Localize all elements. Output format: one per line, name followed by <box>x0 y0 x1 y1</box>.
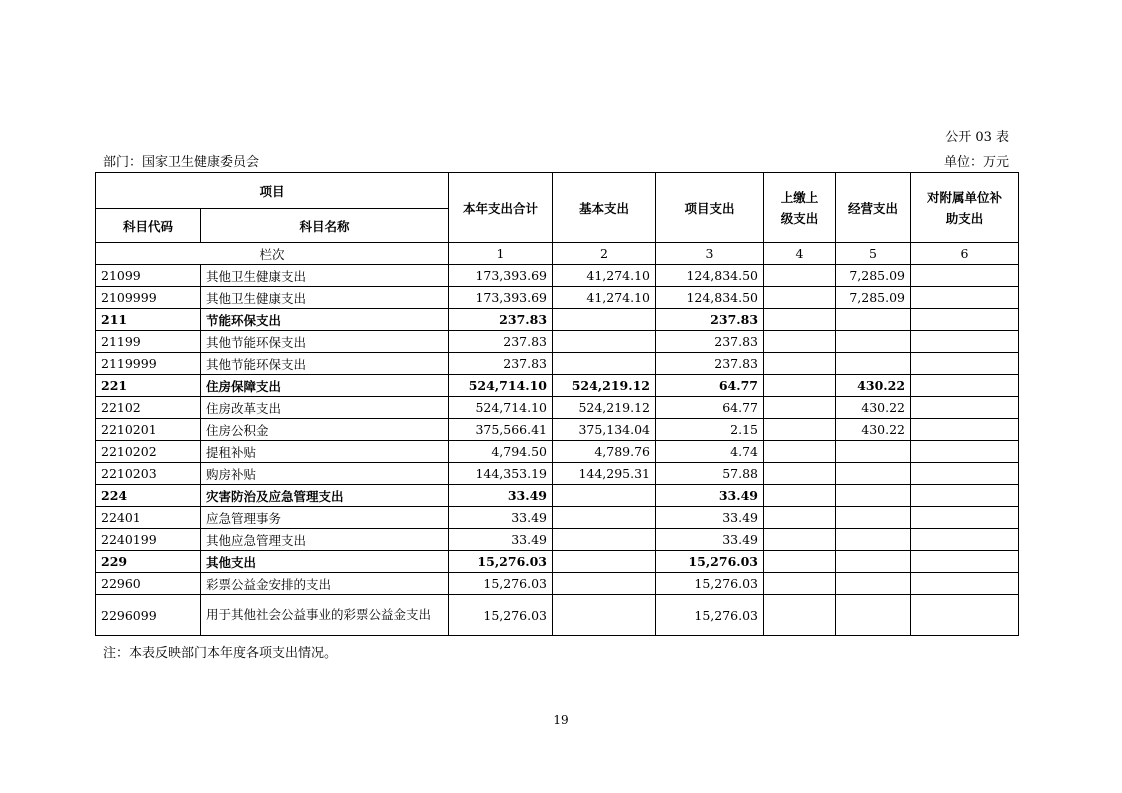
row-name: 其他卫生健康支出 <box>201 265 449 287</box>
row-basic <box>553 551 656 573</box>
row-basic: 144,295.31 <box>553 463 656 485</box>
row-total: 237.83 <box>449 331 553 353</box>
row-business: 7,285.09 <box>836 287 911 309</box>
row-project: 33.49 <box>656 485 764 507</box>
row-total: 237.83 <box>449 353 553 375</box>
table-row <box>96 573 1019 595</box>
row-code: 211 <box>96 309 201 331</box>
row-project: 64.77 <box>656 375 764 397</box>
row-project: 4.74 <box>656 441 764 463</box>
row-code: 21199 <box>96 331 201 353</box>
row-business <box>836 441 911 463</box>
row-upper <box>764 573 836 595</box>
row-name <box>201 595 449 636</box>
row-project: 64.77 <box>656 397 764 419</box>
form-number: 公开 03 表 <box>945 130 1009 145</box>
row-upper <box>764 375 836 397</box>
row-code: 224 <box>96 485 201 507</box>
header-name: 科目名称 <box>201 209 449 243</box>
row-project: 57.88 <box>656 463 764 485</box>
row-upper <box>764 507 836 529</box>
row-total: 15,276.03 <box>449 551 553 573</box>
sequence-cell: 6 <box>911 243 1019 265</box>
row-business <box>836 595 911 636</box>
row-name: 其他节能环保支出 <box>201 331 449 353</box>
row-name-text: 用于其他社会公益事业的彩票公益金支出 <box>206 607 432 622</box>
table-row <box>96 441 1019 463</box>
row-subsidy <box>911 507 1019 529</box>
row-total: 33.49 <box>449 529 553 551</box>
row-subsidy <box>911 331 1019 353</box>
row-name: 其他节能环保支出 <box>201 353 449 375</box>
row-total: 4,794.50 <box>449 441 553 463</box>
row-code: 2210203 <box>96 463 201 485</box>
sequence-label: 栏次 <box>96 243 449 265</box>
row-project: 237.83 <box>656 353 764 375</box>
row-total: 15,276.03 <box>449 595 553 636</box>
row-total: 144,353.19 <box>449 463 553 485</box>
row-subsidy <box>911 529 1019 551</box>
row-upper <box>764 309 836 331</box>
row-subsidy <box>911 287 1019 309</box>
row-basic: 524,219.12 <box>553 397 656 419</box>
header-business: 经营支出 <box>836 173 911 243</box>
row-subsidy <box>911 463 1019 485</box>
table-row <box>96 287 1019 309</box>
row-basic <box>553 507 656 529</box>
table-row <box>96 375 1019 397</box>
row-project: 2.15 <box>656 419 764 441</box>
row-upper <box>764 265 836 287</box>
row-basic <box>553 309 656 331</box>
row-business <box>836 331 911 353</box>
sequence-cell: 3 <box>656 243 764 265</box>
row-subsidy <box>911 441 1019 463</box>
row-name: 其他应急管理支出 <box>201 529 449 551</box>
row-business <box>836 353 911 375</box>
row-total: 15,276.03 <box>449 573 553 595</box>
row-upper <box>764 485 836 507</box>
row-code: 221 <box>96 375 201 397</box>
table-row <box>96 507 1019 529</box>
row-basic <box>553 529 656 551</box>
row-subsidy <box>911 573 1019 595</box>
row-total: 173,393.69 <box>449 287 553 309</box>
row-total: 173,393.69 <box>449 265 553 287</box>
row-name: 其他卫生健康支出 <box>201 287 449 309</box>
row-business <box>836 573 911 595</box>
row-basic <box>553 485 656 507</box>
row-business <box>836 463 911 485</box>
row-name: 应急管理事务 <box>201 507 449 529</box>
row-code: 2210201 <box>96 419 201 441</box>
table-row <box>96 331 1019 353</box>
row-name: 住房保障支出 <box>201 375 449 397</box>
table-row <box>96 485 1019 507</box>
header-code: 科目代码 <box>96 209 201 243</box>
row-code: 2240199 <box>96 529 201 551</box>
row-total: 375,566.41 <box>449 419 553 441</box>
row-project: 15,276.03 <box>656 595 764 636</box>
row-subsidy <box>911 485 1019 507</box>
header-project: 项目 <box>96 173 449 209</box>
page-number: 19 <box>553 713 569 727</box>
table-row <box>96 595 1019 636</box>
row-project: 237.83 <box>656 331 764 353</box>
row-basic <box>553 353 656 375</box>
row-business <box>836 309 911 331</box>
row-business <box>836 485 911 507</box>
header-project-expenditure: 项目支出 <box>656 173 764 243</box>
header-basic: 基本支出 <box>553 173 656 243</box>
row-upper <box>764 397 836 419</box>
row-basic <box>553 595 656 636</box>
row-upper <box>764 529 836 551</box>
row-subsidy <box>911 265 1019 287</box>
row-basic: 41,274.10 <box>553 265 656 287</box>
row-upper <box>764 595 836 636</box>
row-code: 229 <box>96 551 201 573</box>
row-name: 住房改革支出 <box>201 397 449 419</box>
row-subsidy <box>911 419 1019 441</box>
row-name: 其他支出 <box>201 551 449 573</box>
row-code: 22401 <box>96 507 201 529</box>
row-total: 237.83 <box>449 309 553 331</box>
row-subsidy <box>911 309 1019 331</box>
sequence-cell: 5 <box>836 243 911 265</box>
row-project: 237.83 <box>656 309 764 331</box>
row-upper <box>764 287 836 309</box>
row-code: 2296099 <box>96 595 201 636</box>
row-business <box>836 551 911 573</box>
row-code: 2210202 <box>96 441 201 463</box>
table-row <box>96 463 1019 485</box>
row-name: 购房补贴 <box>201 463 449 485</box>
row-name: 提租补贴 <box>201 441 449 463</box>
unit-label: 单位：万元 <box>943 155 1009 170</box>
row-project: 124,834.50 <box>656 265 764 287</box>
row-total: 524,714.10 <box>449 397 553 419</box>
row-business <box>836 507 911 529</box>
row-upper <box>764 331 836 353</box>
row-project: 33.49 <box>656 529 764 551</box>
header-total: 本年支出合计 <box>449 173 553 243</box>
row-total: 33.49 <box>449 507 553 529</box>
row-subsidy <box>911 595 1019 636</box>
row-code: 22960 <box>96 573 201 595</box>
row-basic <box>553 331 656 353</box>
row-business: 7,285.09 <box>836 265 911 287</box>
table-row <box>96 265 1019 287</box>
header-upper: 上缴上级支出 <box>764 173 836 243</box>
sequence-cell: 2 <box>553 243 656 265</box>
row-business: 430.22 <box>836 375 911 397</box>
row-total: 33.49 <box>449 485 553 507</box>
table-row <box>96 419 1019 441</box>
row-basic <box>553 573 656 595</box>
row-subsidy <box>911 397 1019 419</box>
row-basic: 41,274.10 <box>553 287 656 309</box>
sequence-cell: 1 <box>449 243 553 265</box>
table-row <box>96 353 1019 375</box>
row-name: 住房公积金 <box>201 419 449 441</box>
row-upper <box>764 419 836 441</box>
row-code: 21099 <box>96 265 201 287</box>
row-subsidy <box>911 551 1019 573</box>
header-subsidy: 对附属单位补助支出 <box>911 173 1019 243</box>
table-row <box>96 529 1019 551</box>
row-code: 2119999 <box>96 353 201 375</box>
row-name: 节能环保支出 <box>201 309 449 331</box>
expenditure-table <box>95 172 1019 636</box>
row-code: 22102 <box>96 397 201 419</box>
table-note: 注：本表反映部门本年度各项支出情况。 <box>103 646 338 661</box>
row-project: 15,276.03 <box>656 551 764 573</box>
row-upper <box>764 463 836 485</box>
row-code: 2109999 <box>96 287 201 309</box>
row-project: 124,834.50 <box>656 287 764 309</box>
row-upper <box>764 551 836 573</box>
row-project: 15,276.03 <box>656 573 764 595</box>
row-business: 430.22 <box>836 419 911 441</box>
table-row <box>96 309 1019 331</box>
sequence-cell: 4 <box>764 243 836 265</box>
row-name: 灾害防治及应急管理支出 <box>201 485 449 507</box>
row-name: 彩票公益金安排的支出 <box>201 573 449 595</box>
row-basic: 375,134.04 <box>553 419 656 441</box>
sequence-row <box>96 243 1019 265</box>
row-upper <box>764 441 836 463</box>
row-subsidy <box>911 353 1019 375</box>
table-row <box>96 551 1019 573</box>
row-upper <box>764 353 836 375</box>
row-total: 524,714.10 <box>449 375 553 397</box>
row-project: 33.49 <box>656 507 764 529</box>
table-row <box>96 397 1019 419</box>
row-basic: 524,219.12 <box>553 375 656 397</box>
row-business <box>836 529 911 551</box>
row-basic: 4,789.76 <box>553 441 656 463</box>
row-subsidy <box>911 375 1019 397</box>
department-label: 部门：国家卫生健康委员会 <box>103 155 260 170</box>
row-business: 430.22 <box>836 397 911 419</box>
